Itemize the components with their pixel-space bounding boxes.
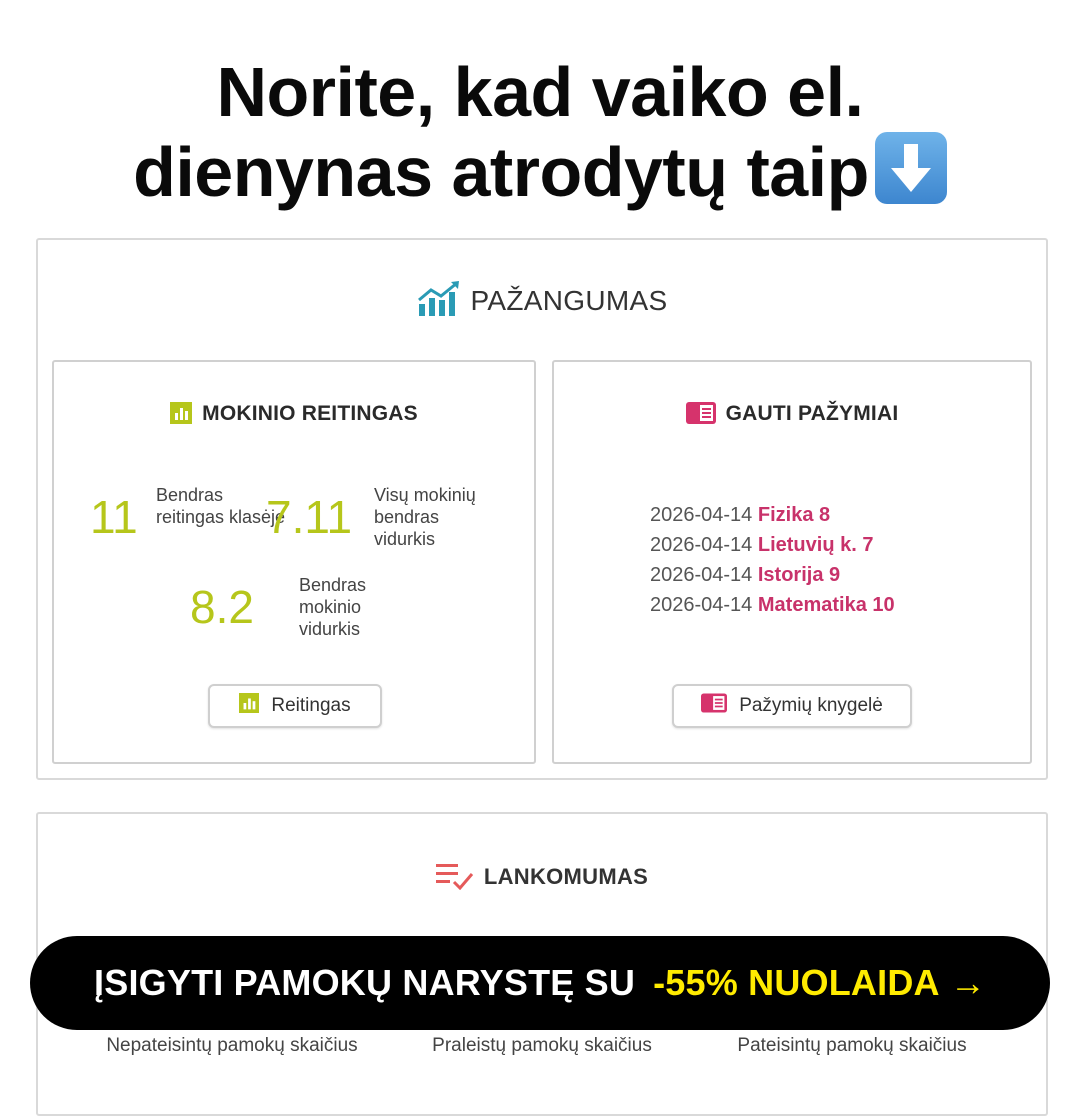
grade-date: 2026-04-14 — [650, 534, 753, 556]
grade-subject[interactable]: Fizika — [757, 504, 814, 526]
grades-card — [552, 360, 1032, 764]
attendance-panel-title — [38, 862, 1046, 896]
trend-chart-icon — [417, 280, 461, 323]
grades-card-title-text: GAUTI PAŽYMIAI — [725, 402, 899, 425]
grade-subject[interactable]: Lietuvių k. — [757, 534, 857, 556]
attendance-panel-title-text: LANKOMUMAS — [483, 864, 649, 889]
all-students-average-label: Visų mokinių bendras vidurkis — [374, 485, 476, 549]
rating-card-title — [54, 402, 534, 430]
grade-row — [650, 590, 895, 620]
grade-date: 2026-04-14 — [650, 504, 753, 526]
grade-row — [650, 530, 895, 560]
rating-button-label: Reitingas — [271, 695, 351, 716]
grade-mark: 9 — [829, 564, 841, 586]
class-rank-label: Bendras reitingas klasėje — [156, 485, 286, 527]
cta-text: ĮSIGYTI PAMOKŲ NARYSTĘ SU — [94, 962, 636, 1003]
bar-chart-icon — [239, 693, 259, 719]
progress-panel-title-text: PAŽANGUMAS — [470, 285, 668, 316]
student-average-label: Bendras mokinio vidurkis — [299, 575, 367, 639]
gradebook-button-label: Pažymių knygelė — [739, 695, 883, 716]
grade-date: 2026-04-14 — [650, 594, 753, 616]
gradebook-button[interactable] — [672, 684, 912, 728]
excused-lessons-label: Pateisintų pamokų skaičius — [737, 1035, 967, 1056]
down-arrow-emoji-icon — [875, 132, 947, 204]
grade-subject[interactable]: Istorija — [757, 564, 824, 586]
headline-line-2 — [0, 132, 1080, 212]
checklist-icon — [436, 862, 474, 896]
rating-card-title-text: MOKINIO REITINGAS — [202, 402, 418, 425]
rating-button[interactable] — [208, 684, 382, 728]
progress-panel — [36, 238, 1048, 780]
grades-list — [650, 500, 895, 620]
rating-card — [52, 360, 536, 764]
missed-lessons-label: Praleistų pamokų skaičius — [432, 1035, 652, 1056]
cta-discount: -55% NUOLAIDA — [653, 962, 940, 1003]
progress-panel-title — [38, 280, 1046, 323]
grade-row — [650, 560, 895, 590]
grade-mark: 8 — [819, 504, 831, 526]
membership-cta-button[interactable] — [30, 936, 1050, 1030]
unexcused-lessons-label: Nepateisintų pamokų skaičius — [106, 1035, 358, 1056]
grade-date: 2026-04-14 — [650, 564, 753, 586]
grade-mark: 7 — [862, 534, 874, 556]
gradebook-icon — [686, 402, 716, 430]
grade-row — [650, 500, 895, 530]
grades-card-title — [554, 402, 1030, 430]
arrow-right-icon: → — [949, 962, 986, 1003]
student-average-value: 8.2 — [190, 581, 254, 633]
grade-mark: 10 — [872, 594, 895, 616]
bar-chart-icon — [170, 402, 192, 430]
gradebook-icon — [701, 693, 727, 719]
headline — [0, 52, 1080, 212]
class-rank-value: 11 — [90, 491, 138, 543]
headline-line-1: Norite, kad vaiko el. — [216, 53, 864, 131]
grade-subject[interactable]: Matematika — [757, 594, 867, 616]
all-students-average-value: 7.11 — [266, 491, 353, 543]
headline-line-2-text: dienynas atrodytų taip — [133, 133, 869, 211]
